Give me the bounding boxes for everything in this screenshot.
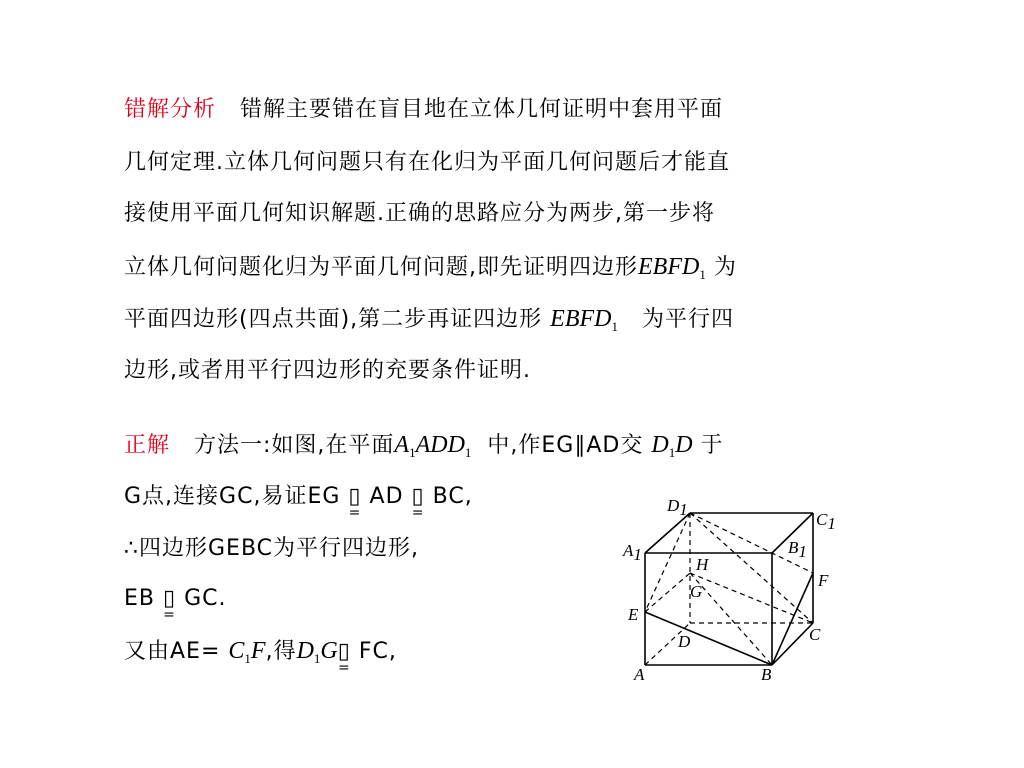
edge-b-c [772,623,813,665]
label-c1: C1 [816,510,836,533]
label-d: D [678,632,691,651]
analysis-line-4 [124,252,737,290]
solution-line-1 [124,430,724,468]
parallel-equal-mark-4 [337,637,351,676]
seg-d: D [651,432,669,458]
cube-hidden-edges [645,513,813,665]
parallel-equal-mark-2 [411,482,425,521]
solution-text-1: 方法一:如图,在平面 [194,433,395,458]
c1f-f: F [250,638,266,664]
segment-d1g [297,638,338,664]
box-glyph-1: ▯ [348,484,362,509]
segment-b-f [772,573,813,665]
eq-mark-4: = [337,660,351,676]
analysis-text-5-end: 为平行四 [641,307,734,332]
segment-e-b [645,612,772,665]
label-b1: B1 [788,538,807,561]
analysis-line-2: 几何定理.立体几何问题只有在化归为平面几何问题后才能直 [124,150,730,175]
analysis-label: 错解分析 [124,97,217,122]
segment-c1f [228,638,265,664]
solution-line-3: ∴四边形GEBC为平行四边形, [124,536,420,561]
c1f-sub: 1 [244,651,251,666]
analysis-line-3: 接使用平面几何知识解题.正确的思路应分为两步,第一步将 [124,201,715,226]
plane-sub: 1 [464,445,472,460]
solution-line-4 [124,584,227,623]
quad-sub-2: 1 [611,319,618,334]
label-g: G [690,582,703,601]
label-a1: A1 [623,541,642,564]
solution-text-2-end: BC, [432,484,473,509]
analysis-line-5 [124,304,734,342]
segment-d1-c [690,513,813,623]
analysis-text-1: 错解主要错在盲目地在立体几何证明中套用平面 [240,97,724,122]
eq-mark-2: = [411,505,425,521]
plane-a1add1 [394,432,471,458]
solution-text-4-end: GC. [184,586,227,611]
plane-mid: ADD [415,432,465,458]
d1g-d: D [296,638,314,664]
label-d1: D1 [667,496,688,519]
solution-label: 正解 [124,433,171,458]
analysis-line-6: 边形,或者用平行四边形的充要条件证明. [124,358,531,383]
solution-text-1-end: 于 [700,433,724,458]
d1g-sub: 1 [313,651,321,666]
parallel-equal-mark-1 [348,482,362,521]
plane-a-sub: 1 [409,445,416,460]
cube-figure [620,490,850,690]
solution-text-5-mid: ,得 [265,639,297,664]
label-a: A [634,665,645,684]
quad-main: EBFD [638,254,700,280]
segment-e-g [645,573,690,612]
segment-g-c [690,573,813,623]
d1g-g: G [320,638,338,664]
seg-d-sub: 1 [668,445,676,460]
box-glyph-3: ▯ [163,586,177,611]
cube-solid-edges [645,513,813,665]
eq-mark-1: = [348,505,362,521]
label-h: H [696,555,709,574]
box-glyph-4: ▯ [337,639,351,664]
segment-d1-e [645,513,690,612]
analysis-text-4-end: 为 [713,255,737,280]
seg-d-end: D [675,432,693,458]
label-e: E [628,605,639,624]
analysis-line-1 [124,95,723,125]
solution-text-5: 又由AE= [124,639,221,664]
solution-text-4: EB [124,586,155,611]
label-c: C [809,625,821,644]
analysis-text-5: 平面四边形(四点共面),第二步再证四边形 [124,307,543,332]
quad-sub: 1 [699,267,706,282]
solution-line-2 [124,482,473,521]
analysis-text-4: 立体几何问题化归为平面几何问题,即先证明四边形 [124,255,638,280]
solution-text-1-mid: 中,作EG∥AD交 [487,433,644,458]
label-b: B [761,665,772,684]
solution-text-2: G点,连接GC,易证EG [124,484,341,509]
eq-mark-3: = [163,607,176,623]
solution-line-5 [124,636,397,674]
segment-d1d [651,432,692,458]
segment-g-b [690,573,772,665]
c1f-c: C [228,638,245,664]
quad-ebfd1-a [638,254,706,280]
label-f: F [818,571,829,590]
solution-text-2-mid: AD [369,484,404,509]
quad-ebfd1-b [550,306,618,332]
box-glyph-2: ▯ [411,484,425,509]
solution-text-5-end: FC, [358,639,397,664]
plane-a: A [394,432,410,458]
parallel-equal-mark-3 [163,584,177,623]
quad-main-2: EBFD [550,306,612,332]
edge-a1-d1 [645,513,690,553]
